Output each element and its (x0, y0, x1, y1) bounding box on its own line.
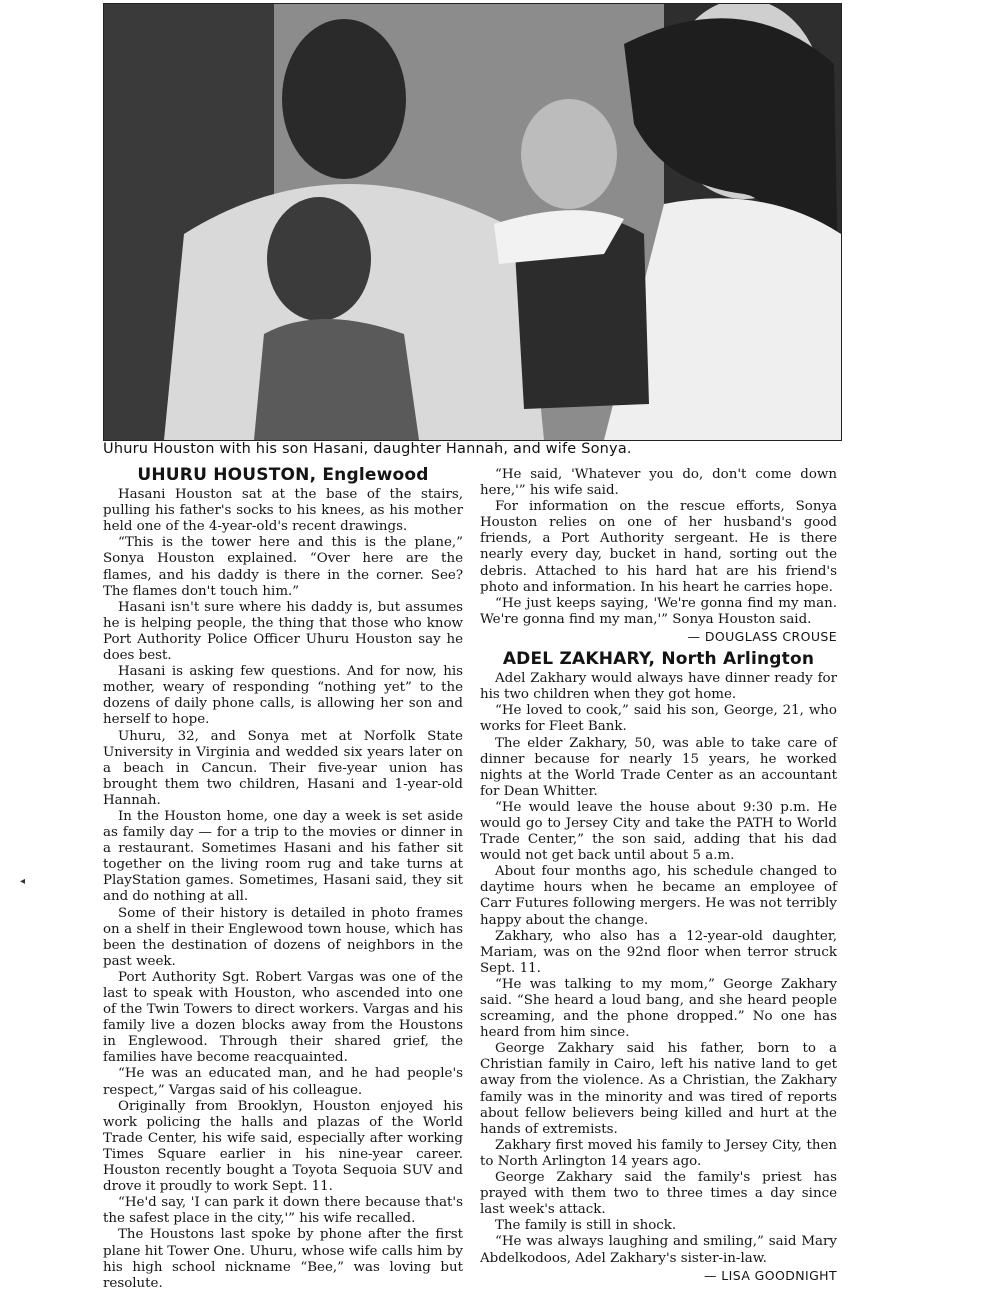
paragraph: The elder Zakhary, 50, was able to take care of dinner because for nearly 15 years, he worked nights at the World Trade Center as an accountant for Dean Whitter. (480, 735, 837, 799)
story2-byline: — LISA GOODNIGHT (704, 1267, 837, 1283)
paragraph: Adel Zakhary would always have dinner ready for his two children when they got home. (480, 671, 837, 703)
paragraph: Zakhary first moved his family to Jersey City, then to North Arlington 14 years ago. (480, 1137, 837, 1169)
paragraph: “He loved to cook,” said his son, George, 21, who works for Fleet Bank. (480, 703, 837, 735)
story1-body (103, 487, 463, 1292)
paragraph: George Zakhary said his father, born to a Christian family in Cairo, left his native land to get away from the violence. As a Christian, the Zakhary family was in the minority and was tired of reports about fellow believers being killed and hurt at the hands of extremists. (480, 1041, 837, 1137)
paragraph: “He said, 'Whatever you do, don't come down here,'” his wife said. (480, 467, 837, 499)
family-photo (103, 3, 842, 441)
paragraph: “He'd say, 'I can park it down there because that's the safest place in the city,'” his wife recalled. (103, 1195, 463, 1227)
paragraph: The Houstons last spoke by phone after the first plane hit Tower One. Uhuru, whose wife calls him by his high school nickname “Bee,” was loving but resolute. (103, 1227, 463, 1291)
paragraph: “He was talking to my mom,” George Zakhary said. “She heard a loud bang, and she heard people screaming, and the phone dropped.” No one has heard from him since. (480, 976, 837, 1041)
paragraph: “This is the tower here and this is the plane,” Sonya Houston explained. “Over here are the flames, and his daddy is there in the corner. See? The flames don't touch him.” (103, 535, 463, 599)
paragraph: Uhuru, 32, and Sonya met at Norfolk State University in Virginia and wedded six years later on a beach in Cancun. Their five-year union has brought them two children, Hasani and 1-year-old Hannah. (103, 728, 463, 808)
story2-headline: ADEL ZAKHARY, North Arlington (502, 649, 815, 670)
margin-mark: ◂ (20, 876, 26, 887)
paragraph: Zakhary, who also has a 12-year-old daughter, Mariam, was on the 92nd floor when terror struck Sept. 11. (480, 928, 837, 976)
paragraph: Hasani Houston sat at the base of the stairs, pulling his father's socks to his knees, as his mother held one of the 4-year-old's recent drawings. (103, 487, 463, 535)
story1-continued (480, 467, 837, 628)
paragraph: George Zakhary said the family's priest has prayed with them two to three times a day since last week's attack. (480, 1170, 837, 1218)
paragraph: Originally from Brooklyn, Houston enjoyed his work policing the halls and plazas of the World Trade Center, his wife said, especially after working Times Square earlier in his nine-year career. Houston recently bought a Toyota Sequoia SUV and drove it proudly to work Sept. 11. (103, 1098, 463, 1195)
story1-byline: — DOUGLASS CROUSE (687, 628, 837, 644)
photo-caption: Uhuru Houston with his son Hasani, daughter Hannah, and wife Sonya. (103, 441, 632, 457)
paragraph: “He just keeps saying, 'We're gonna find my man. We're gonna find my man,'” Sonya Houston said. (480, 595, 837, 627)
paragraph: “He was always laughing and smiling,” said Mary Abdelkodoos, Adel Zakhary's sister-in-law. (480, 1234, 837, 1266)
paragraph: Port Authority Sgt. Robert Vargas was one of the last to speak with Houston, who ascended into one of the Twin Towers to direct workers. Vargas and his family live a dozen blocks away from the Houstons in Englewood. Through their shared grief, the families have become reacquainted. (103, 969, 463, 1066)
right-column (480, 467, 837, 1290)
paragraph: “He would leave the house about 9:30 p.m. He would go to Jersey City and take the PATH to World Trade Center,” the son said, adding that his dad would not get back until about 5 a.m. (480, 799, 837, 864)
paragraph: In the Houston home, one day a week is set aside as family day — for a trip to the movies or dinner in a restaurant. Sometimes Hasani and his father sit together on the living room rug and take turns at PlayStation games. Sometimes, Hasani said, they sit and do nothing at all. (103, 808, 463, 905)
paragraph: About four months ago, his schedule changed to daytime hours when he became an employee of Carr Futures following mergers. He was not terribly happy about the change. (480, 864, 837, 928)
paragraph: Hasani is asking few questions. And for now, his mother, weary of responding “nothing yet” to the dozens of daily phone calls, is allowing her son and herself to hope. (103, 664, 463, 728)
story1-headline: UHURU HOUSTON, Englewood (137, 465, 429, 485)
paragraph: The family is still in shock. (495, 1218, 677, 1234)
family-photo-illustration (104, 4, 841, 440)
paragraph: “He was an educated man, and he had people's respect,” Vargas said of his colleague. (103, 1066, 463, 1098)
paragraph: Some of their history is detailed in photo frames on a shelf in their Englewood town house, which has been the destination of dozens of neighbors in the past week. (103, 905, 463, 969)
paragraph: Hasani isn't sure where his daddy is, but assumes he is helping people, the thing that those who know Port Authority Police Officer Uhuru Houston say he does best. (103, 599, 463, 664)
left-column (103, 467, 463, 1292)
paragraph: For information on the rescue efforts, Sonya Houston relies on one of her husband's good friends, a Port Authority sergeant. He is there nearly every day, bucket in hand, sorting out the debris. Attached to his hard hat are his friend's photo and information. In his heart he carries hope. (480, 499, 837, 595)
story2-body (480, 671, 837, 1266)
